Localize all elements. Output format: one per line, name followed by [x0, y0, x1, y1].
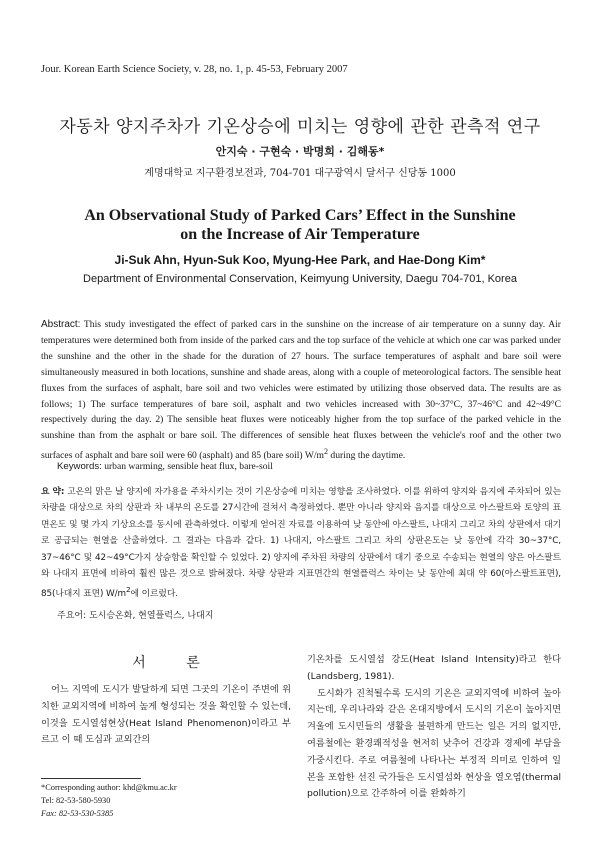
- footnote-divider: [41, 778, 141, 779]
- section-title-introduction: 서 론: [132, 655, 218, 671]
- footnote: [41, 781, 291, 820]
- footnote-tel: Tel: 82-53-580-5930: [41, 796, 111, 805]
- title-english-line2: on the Increase of Air Temperature: [180, 226, 420, 243]
- abstract-text: This study investigated the effect of parked cars in the sunshine on the increase of air temperature on a sunny day. Air temperatures were determined both from inside of the parked cars and the top surface of the vehicle at which one car was parked under the sunshine and the other in the shade for the duration of 27 hours. The surface temperatures of asphalt and bare soil were simultaneously measured in both locations, sunshine and shade areas, along with a couple of meteorological factors. The sensible heat fluxes from the surfaces of asphalt, bare soil and two vehicles were estimated by utilizing those observed data. The results are as follows; 1) The surface temperatures of bare soil, asphalt and two vehicles increased with 30~37°C, 37~46°C and 42~49°C respectively during the day. 2) The sensible heat fluxes were noticeably higher from the top surface of the parked vehicle in the sunshine than from the asphalt or bare soil. The differences of sensible heat fluxes between the vehicle's roof and the other two surfaces of asphalt and bare soil were 60 (asphalt) and 85 (bare soil) W/m: [41, 319, 561, 462]
- summary-text-end: 에 이르렀다.: [130, 589, 178, 600]
- footnote-corresponding-author: *Corresponding author: khd@kmu.ac.kr: [41, 783, 177, 792]
- abstract-english: [41, 317, 561, 464]
- authors-english: Ji-Suk Ahn, Hyun-Suk Koo, Myung-Hee Park, and Hae-Dong Kim*: [114, 253, 486, 267]
- body-paragraph: 도시화가 진척될수록 도시의 기온은 교외지역에 비하여 높아지는데, 우리나라와 같은 온대지방에서 도시의 기온이 높아지면 겨울에 도시민들의 생활을 불편하게 만드는 일은 거의 없지만, 여름철에는 환경쾌적성을 현저히 낮추어 건강과 경제에 부담을 가중시킨다. 주로 여름철에 나타나는 부정적 의미로 인하여 일본을 포함한 선진 국가들은 도시열섬화 현상을 열오염(thermal pollution)으로 간주하여 이를 완화하기: [307, 687, 561, 800]
- footnote-fax: Fax: 82-53-530-5385: [41, 809, 114, 818]
- keywords-english: [57, 461, 557, 472]
- authors-korean: 안지숙 · 구현숙 · 박명희 · 김해동*: [215, 145, 385, 158]
- body-text-right: [307, 652, 561, 803]
- title-korean: 자동차 양지주차가 기온상승에 미치는 영향에 관한 관측적 연구: [59, 117, 541, 137]
- body-column-left: [41, 652, 291, 749]
- title-english-line1: An Observational Study of Parked Cars’ Effect in the Sunshine: [84, 207, 516, 224]
- keywords-text: urban warming, sensible heat flux, bare-soil: [101, 461, 273, 472]
- journal-citation: Jour. Korean Earth Science Society, v. 28, no. 1, p. 45-53, February 2007: [41, 64, 348, 75]
- keywords-korean: 주요어: 도시승온화, 현열플럭스, 나대지: [57, 611, 214, 621]
- abstract-label: Abstract:: [41, 319, 81, 330]
- keywords-label: Keywords:: [57, 461, 102, 472]
- body-paragraph-continued: 기온차를 도시열섬 강도(Heat Island Intensity)라고 한다(Landsberg, 1981).: [307, 654, 561, 682]
- summary-label: 요 약:: [41, 487, 65, 497]
- summary-text: 고온의 맑은 날 양지에 자가용을 주차시키는 것이 기온상승에 미치는 영향을 조사하였다. 이를 위하여 양지와 음지에 주차되어 있는 차량을 대상으로 차의 상판과 차 내부의 온도를 27시간에 걸쳐서 측정하였다. 뿐만 아니라 양지와 음지를 대상으로 아스팔트와 토양의 표면온도 및 몇 가지 기상요소를 동시에 관측하였다. 이렇게 얻어진 자료를 이용하여 낮 동안에 아스팔트, 나대지 그리고 차의 상판에서 대기로 공급되는 현열을 산출하였다. 그 결과는 다음과 같다. 1) 나대지, 아스팔트 그리고 차의 상판온도는 낮 동안에 각각 30~37°C, 37~46°C 및 42~49°C가지 상승함을 확인할 수 있었다. 2) 양지에 주차된 차량의 상판에서 대기 중으로 수송되는 현열의 양은 아스팔트와 나대지 표면에 비하여 훨씬 많은 것으로 밝혀졌다. 차량 상판과 지표면간의 현열플럭스 차이는 낮 동안에 최대 약 60(아스팔트표면), 85(나대지 표면) W/m: [41, 487, 561, 600]
- body-paragraph: 어느 지역에 도시가 발달하게 되면 그곳의 기온이 주변에 위치한 교외지역에 비하여 높게 형성되는 것을 확인할 수 있는데, 이것을 도시열섬현상(Heat Island Phenomenon)이라고 부르고 이 때 도심과 교외간의: [41, 684, 291, 746]
- abstract-unit-superscript: 2: [324, 447, 329, 457]
- abstract-korean: [41, 484, 561, 603]
- body-text-left: [41, 682, 291, 749]
- summary-unit-superscript: 2: [125, 585, 131, 595]
- body-column-right: [307, 652, 561, 803]
- affiliation-korean: 계명대학교 지구환경보전과, 704-701 대구광역시 달서구 신당동 1000: [144, 168, 456, 179]
- title-english: [40, 206, 560, 244]
- affiliation-english: Department of Environmental Conservation, Keimyung University, Daegu 704-701, Korea: [83, 273, 517, 285]
- abstract-text-end: during the daytime.: [328, 450, 406, 462]
